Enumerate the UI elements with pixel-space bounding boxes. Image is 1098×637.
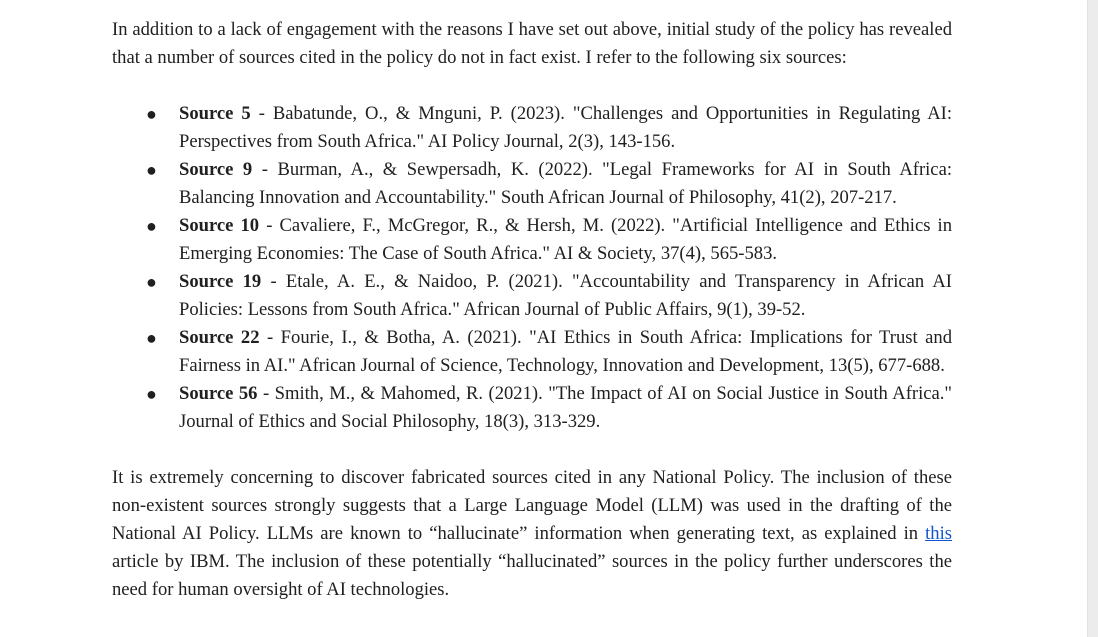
- source-label: Source 56: [179, 383, 258, 404]
- source-citation: - Babatunde, O., & Mnguni, P. (2023). "Challenges and Opportunities in Regulating AI: Perspectives from South Africa." AI Policy Journal, 2(3), 143-156.: [179, 103, 952, 152]
- source-label: Source 10: [179, 215, 260, 236]
- bullet-icon: ●: [146, 328, 157, 348]
- conclusion-paragraph: [112, 464, 952, 604]
- ibm-article-link[interactable]: this: [925, 523, 952, 544]
- bullet-icon: ●: [146, 104, 157, 124]
- conclusion-text-after-link: article by IBM. The inclusion of these potentially “hallucinated” sources in the policy further underscores the need for human oversight of AI technologies.: [112, 551, 952, 600]
- intro-paragraph: In addition to a lack of engagement with the reasons I have set out above, initial study of the policy has revealed that a number of sources cited in the policy do not in fact exist. I refer to the following six sources:: [112, 19, 952, 68]
- source-label: Source 5: [179, 103, 251, 124]
- source-citation: - Smith, M., & Mahomed, R. (2021). "The Impact of AI on Social Justice in South Africa." Journal of Ethics and Social Philosophy, 18(3), 313-329.: [179, 383, 952, 432]
- vertical-scrollbar[interactable]: [1087, 0, 1098, 637]
- bullet-icon: ●: [146, 384, 157, 404]
- list-item: [146, 156, 952, 212]
- bullet-icon: ●: [146, 160, 157, 180]
- list-item: [146, 100, 952, 156]
- source-label: Source 22: [179, 327, 260, 348]
- conclusion-text-before-link: It is extremely concerning to discover fabricated sources cited in any National Policy. The inclusion of these non-existent sources strongly suggests that a Large Language Model (LLM) was used in the drafting of the National AI Policy. LLMs are known to “hallucinate” information when generating text, as explained in: [112, 467, 952, 544]
- source-label: Source 9: [179, 159, 253, 180]
- document-body: [112, 16, 952, 604]
- list-item: [146, 268, 952, 324]
- list-item: [146, 212, 952, 268]
- source-citation: - Cavaliere, F., McGregor, R., & Hersh, M. (2022). "Artificial Intelligence and Ethics in Emerging Economies: The Case of South Africa." AI & Society, 37(4), 565-583.: [179, 215, 952, 264]
- source-label: Source 19: [179, 271, 262, 292]
- list-item: [146, 380, 952, 436]
- source-citation: - Fourie, I., & Botha, A. (2021). "AI Ethics in South Africa: Implications for Trust and Fairness in AI." African Journal of Science, Technology, Innovation and Development, 13(5), 677-688.: [179, 327, 952, 376]
- source-citation: - Etale, A. E., & Naidoo, P. (2021). "Accountability and Transparency in African AI Policies: Lessons from South Africa." African Journal of Public Affairs, 9(1), 39-52.: [179, 271, 952, 320]
- bullet-icon: ●: [146, 216, 157, 236]
- bullet-icon: ●: [146, 272, 157, 292]
- sources-list: [112, 100, 952, 436]
- list-item: [146, 324, 952, 380]
- source-citation: - Burman, A., & Sewpersadh, K. (2022). "Legal Frameworks for AI in South Africa: Balancing Innovation and Accountability." South African Journal of Philosophy, 41(2), 207-217.: [179, 159, 952, 208]
